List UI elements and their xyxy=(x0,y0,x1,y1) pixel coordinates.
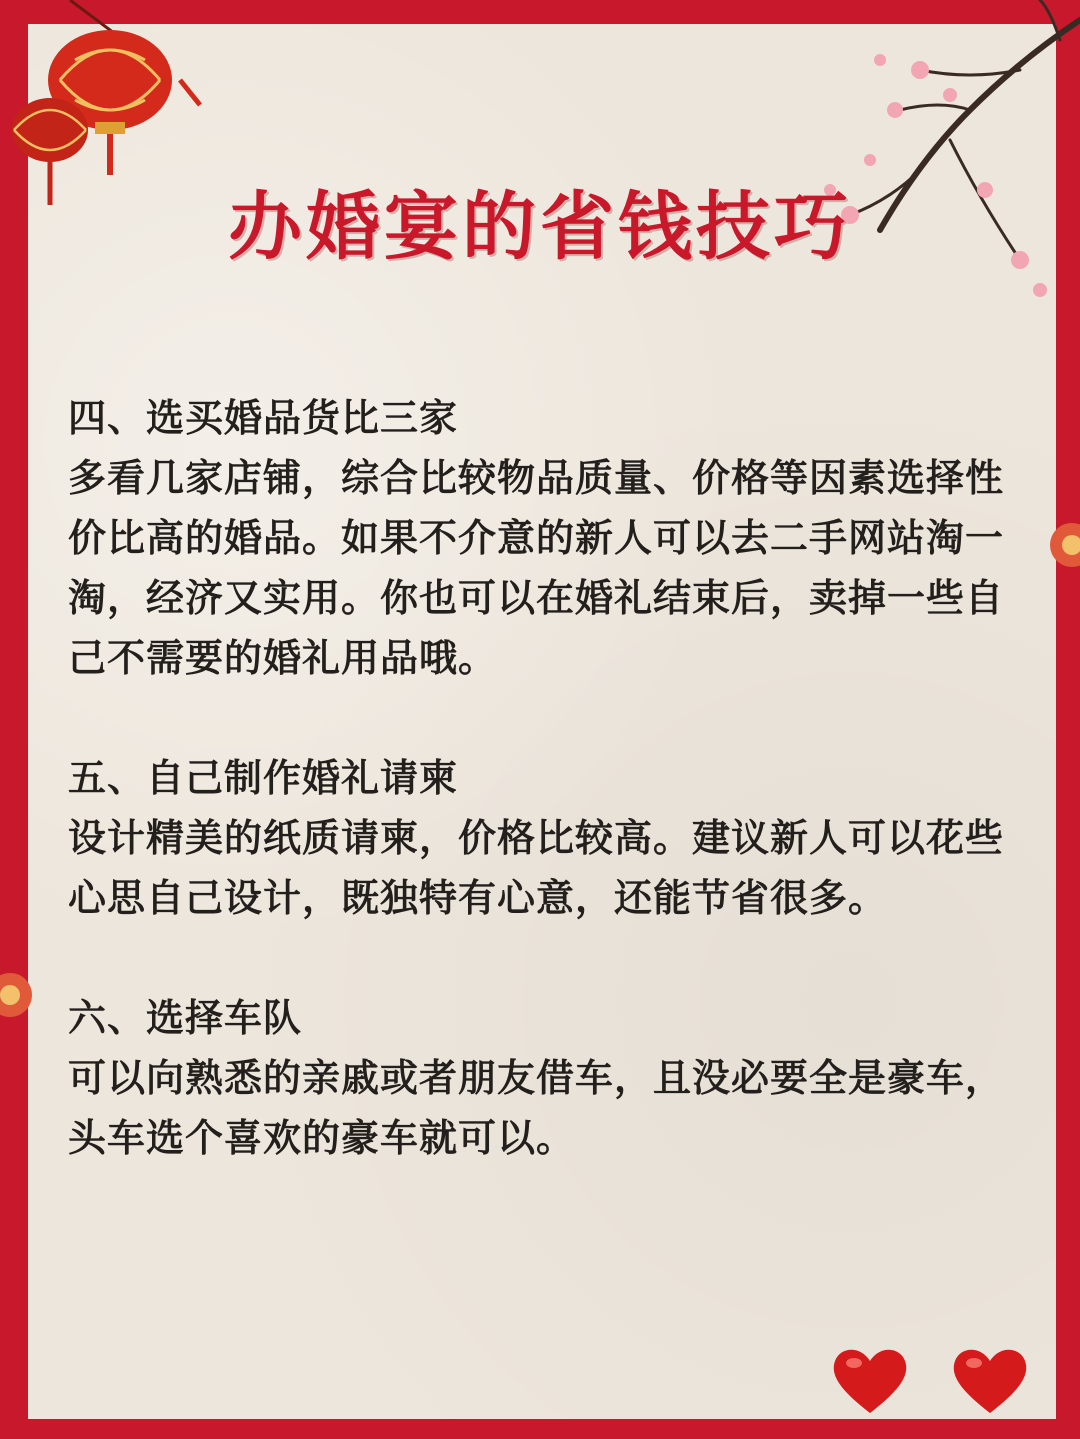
tip-section xyxy=(68,988,1008,1168)
tip-heading: 五、自己制作婚礼请柬 xyxy=(68,756,459,800)
tip-heading: 六、选择车队 xyxy=(68,996,303,1040)
heart-icon xyxy=(950,1345,1030,1415)
flower-ornament-icon xyxy=(0,950,40,1040)
page-title: 办婚宴的省钱技巧 xyxy=(228,184,852,270)
heart-icon xyxy=(830,1345,910,1415)
tip-body: 设计精美的纸质请柬，价格比较高。建议新人可以花些心思自己设计，既独特有心意，还能节省很多。 xyxy=(68,816,1005,920)
tips-list xyxy=(68,388,1008,1228)
tip-body: 可以向熟悉的亲戚或者朋友借车，且没必要全是豪车，头车选个喜欢的豪车就可以。 xyxy=(68,1056,1005,1160)
tip-section xyxy=(68,748,1008,928)
flower-ornament-icon xyxy=(1040,500,1080,590)
tip-heading: 四、选买婚品货比三家 xyxy=(68,396,459,440)
tip-body: 多看几家店铺，综合比较物品质量、价格等因素选择性价比高的婚品。如果不介意的新人可以去二手网站淘一淘，经济又实用。你也可以在婚礼结束后，卖掉一些自己不需要的婚礼用品哦。 xyxy=(68,456,1005,680)
tip-section xyxy=(68,388,1008,688)
